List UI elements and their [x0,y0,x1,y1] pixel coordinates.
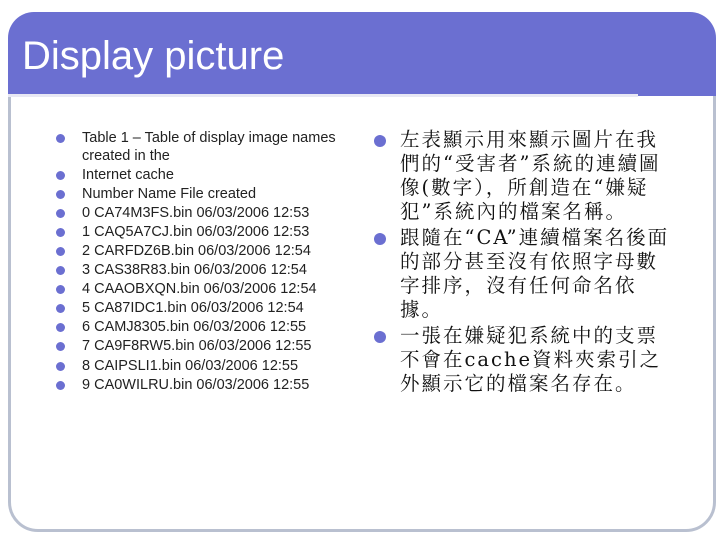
bullet-icon [374,331,386,343]
list-item [56,224,356,242]
list-item-text: 9 CA0WILRU.bin 06/03/2006 12:55 [82,376,310,393]
bullet-icon [56,134,65,143]
bullet-icon [56,190,65,199]
list-item-text: 左表顯示用來顯示圖片在我們的“受害者”系統的連續圖像(數字），所創造在“嫌疑犯”系統內的檔案名稱。 [400,128,661,223]
explanation-list [374,128,674,398]
bullet-icon [56,266,65,275]
bullet-icon [56,247,65,256]
bullet-icon [56,342,65,351]
list-item-text: 4 CAAOBXQN.bin 06/03/2006 12:54 [82,281,317,298]
list-item-text: 0 CA74M3FS.bin 06/03/2006 12:53 [82,204,310,221]
bullet-icon [56,171,65,180]
slide-title: Display picture [22,34,285,78]
list-item [374,226,674,322]
file-table-list [56,130,356,396]
title-underline [8,94,638,97]
bullet-icon [56,362,65,371]
list-item-text: Internet cache [82,166,174,183]
list-item-text: 3 CAS38R83.bin 06/03/2006 12:54 [82,262,307,279]
list-item [56,319,356,337]
list-item [56,300,356,318]
bullet-icon [374,135,386,147]
bullet-icon [56,381,65,390]
bullet-icon [56,323,65,332]
bullet-icon [374,233,386,245]
list-item [56,243,356,261]
list-item-text: 5 CA87IDC1.bin 06/03/2006 12:54 [82,300,304,317]
bullet-icon [56,228,65,237]
list-item [56,167,356,185]
list-item [374,324,674,396]
list-item [56,130,356,165]
list-item [56,205,356,223]
list-item [374,128,674,224]
list-item-text: Table 1 – Table of display image names created in the [82,130,336,164]
list-item-text: 1 CAQ5A7CJ.bin 06/03/2006 12:53 [82,223,310,240]
list-item-text: 一張在嫌疑犯系統中的支票不會在cache資料夾索引之外顯示它的檔案名存在。 [400,324,662,395]
list-item [56,338,356,356]
list-item-text: 6 CAMJ8305.bin 06/03/2006 12:55 [82,319,307,336]
list-item-text: 8 CAIPSLI1.bin 06/03/2006 12:55 [82,357,299,374]
list-item-text: 7 CA9F8RW5.bin 06/03/2006 12:55 [82,338,312,355]
list-item [56,262,356,280]
bullet-icon [56,304,65,313]
bullet-icon [56,285,65,294]
list-item-text: 2 CARFDZ6B.bin 06/03/2006 12:54 [82,242,311,259]
list-item [56,186,356,204]
list-item-text: Number Name File created [82,185,257,202]
list-item [56,377,356,395]
list-item [56,358,356,376]
list-item [56,281,356,299]
list-item-text: 跟隨在“CA”連續檔案名後面的部分甚至沒有依照字母數字排序，沒有任何命名依據。 [400,226,670,321]
bullet-icon [56,209,65,218]
